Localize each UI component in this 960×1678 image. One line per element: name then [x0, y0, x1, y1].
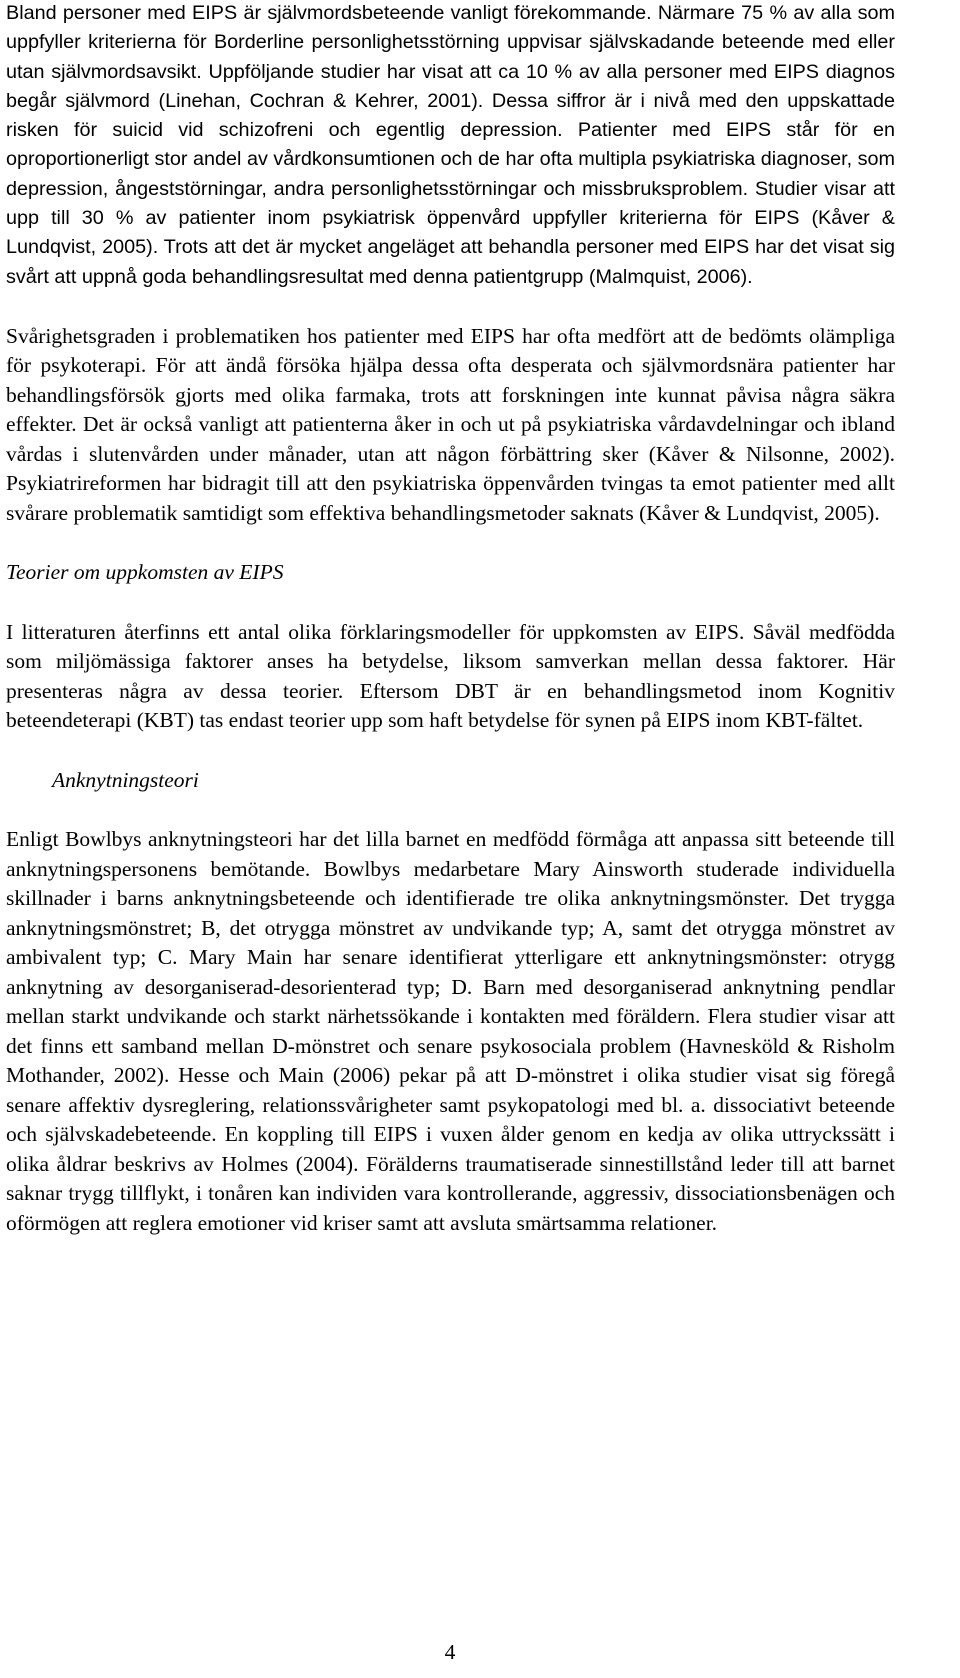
document-page	[6, 0, 895, 1238]
paragraph-explanatory-models: I litteraturen återfinns ett antal olika förklaringsmodeller för uppkomsten av EIPS. Såväl medfödda som miljömässiga faktorer anses ha betydelse, liksom samverkan mellan dessa faktorer. Här presenteras några av dessa teorier. Eftersom DBT är en behandlingsmetod inom Kognitiv beteendeterapi (KBT) tas endast teorier upp som haft betydelse för synen på EIPS inom KBT-fältet.	[6, 619, 895, 733]
page-number: 4	[444, 1640, 456, 1664]
subsection-heading: Anknytningsteori	[52, 767, 199, 792]
paragraph-spacer	[6, 528, 895, 558]
paragraph-spacer	[6, 736, 895, 766]
paragraph-attachment-theory: Enligt Bowlbys anknytningsteori har det lilla barnet en medfödd förmåga att anpassa sitt beteende till anknytningspersonens bemötande. Bowlbys medarbetare Mary Ainsworth studerade individuella skillnader i barns anknytningsbeteende och identifierade tre olika anknytningsmönster. Det trygga anknytningsmönstret; B, det otrygga mönstret av undvikande typ; A, samt det otrygga mönstret av ambivalent typ; C. Mary Main har senare identifierat ytterligare ett anknytningsmönster: otrygg anknytning av desorganiserad-desorienterad typ; D. Barn med desorganiserad anknytning pendlar mellan starkt undvikande och starkt närhetssökande i kontakten med föräldern. Flera studier visar att det finns ett samband mellan D-mönstret och senare psykosociala problem (Havnesköld & Risholm Mothander, 2002). Hesse och Main (2006) pekar på att D-mönstret i olika studier visat sig föregå senare affektiv dysreglering, relationssvårigheter samt psykopatologi med bl. a. dissociativt beteende och självskadebeteende. En koppling till EIPS i vuxen ålder genom en kedja av olika uttryckssätt i olika åldrar beskrivs av Holmes (2004). Förälderns traumatiserade sinnestillstånd leder till att barnet saknar trygg tillflykt, i tonåren kan individen vara kontrollerande, aggressiv, dissociationsbenägen och oförmögen att reglera emotioner vid kriser samt att avsluta smärtsamma relationer.	[6, 827, 895, 1235]
paragraph-spacer	[6, 588, 895, 618]
paragraph-eips-suicide-statistics: Bland personer med EIPS är självmordsbeteende vanligt förekommande. Närmare 75 % av alla som uppfyller kriterierna för Borderline personlighetsstörning uppvisar självskadande beteende med eller utan självmordsavsikt. Uppföljande studier har visat att ca 10 % av alla personer med EIPS diagnos begår självmord (Linehan, Cochran & Kehrer, 2001). Dessa siffror är i nivå med den uppskattade risken för suicid vid schizofreni och egentlig depression. Patienter med EIPS står för en oproportionerligt stor andel av vårdkonsumtionen och de har ofta multipla psykiatriska diagnoser, som depression, ångeststörningar, andra personlighetsstörningar och missbruksproblem. Studier visar att upp till 30 % av patienter inom psykiatrisk öppenvård uppfyller kriterierna för EIPS (Kåver & Lundqvist, 2005). Trots att det är mycket angeläget att behandla personer med EIPS har det visat sig svårt att uppnå goda behandlingsresultat med denna patientgrupp (Malmquist, 2006).	[6, 2, 895, 288]
paragraph-treatment-difficulty: Svårighetsgraden i problematiken hos patienter med EIPS har ofta medfört att de bedömts olämpliga för psykoterapi. För att ändå försöka hjälpa dessa ofta desperata och självmordsnära patienter har behandlingsförsök gjorts med olika farmaka, trots att forskningen inte kunnat påvisa några säkra effekter. Det är också vanligt att patienterna åker in och ut på psykiatriska vårdavdelningar och ibland vårdas i slutenvården under månader, utan att någon förbättring sker (Kåver & Nilsonne, 2002). Psykiatrireformen har bidragit till att den psykiatriska öppenvården tvingas ta emot patienter med allt svårare problematik samtidigt som effektiva behandlingsmetoder saknats (Kåver & Lundqvist, 2005).	[6, 323, 895, 525]
section-heading: Teorier om uppkomsten av EIPS	[6, 560, 284, 585]
paragraph-spacer	[6, 795, 895, 825]
paragraph-spacer	[6, 292, 895, 322]
